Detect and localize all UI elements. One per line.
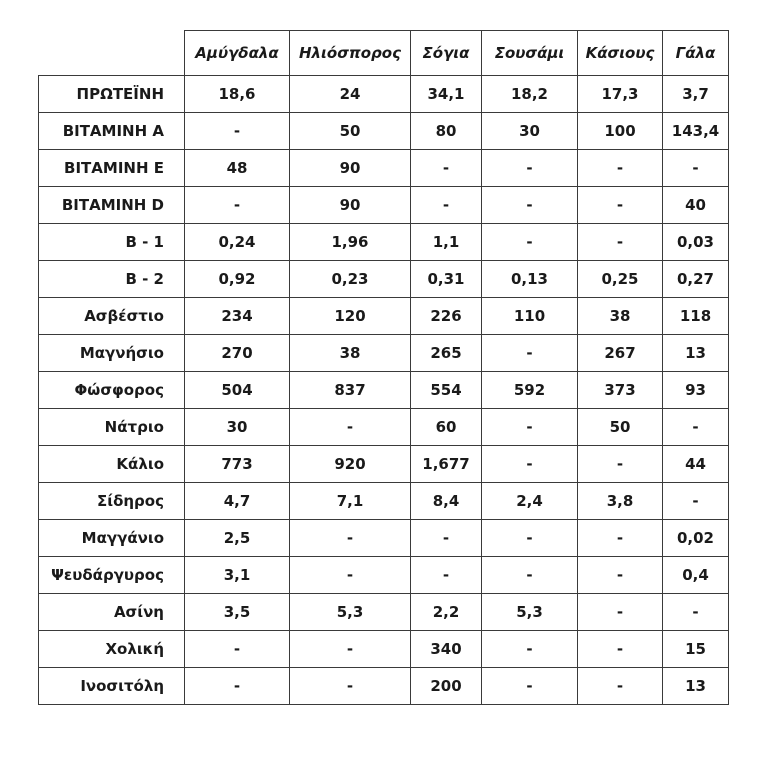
table-cell: - bbox=[482, 631, 578, 668]
table-cell: 50 bbox=[578, 409, 663, 446]
table-cell: 3,5 bbox=[185, 594, 290, 631]
table-row bbox=[39, 668, 729, 705]
table-cell: 2,4 bbox=[482, 483, 578, 520]
table-cell: 30 bbox=[185, 409, 290, 446]
table-cell: 100 bbox=[578, 113, 663, 150]
table-cell: - bbox=[290, 668, 411, 705]
table-cell: 1,677 bbox=[411, 446, 482, 483]
table-cell: 0,92 bbox=[185, 261, 290, 298]
table-cell: - bbox=[663, 409, 729, 446]
table-cell: 340 bbox=[411, 631, 482, 668]
table-cell: 504 bbox=[185, 372, 290, 409]
table-row bbox=[39, 298, 729, 335]
table-cell: - bbox=[482, 520, 578, 557]
table-cell: 1,96 bbox=[290, 224, 411, 261]
row-label: ΒΙΤΑΜΙΝΗ D bbox=[39, 187, 185, 224]
table-cell: - bbox=[482, 446, 578, 483]
column-header-sesame: Σουσάμι bbox=[482, 31, 578, 76]
table-cell: 837 bbox=[290, 372, 411, 409]
row-label: Ασίνη bbox=[39, 594, 185, 631]
row-label: Β - 2 bbox=[39, 261, 185, 298]
table-cell: - bbox=[482, 557, 578, 594]
corner-cell bbox=[39, 31, 185, 76]
table-cell: 0,4 bbox=[663, 557, 729, 594]
table-cell: 50 bbox=[290, 113, 411, 150]
row-label: Μαγγάνιο bbox=[39, 520, 185, 557]
row-label: Νάτριο bbox=[39, 409, 185, 446]
table-cell: - bbox=[578, 594, 663, 631]
table-cell: 7,1 bbox=[290, 483, 411, 520]
column-header-milk: Γάλα bbox=[663, 31, 729, 76]
table-cell: 1,1 bbox=[411, 224, 482, 261]
table-cell: 0,27 bbox=[663, 261, 729, 298]
table-cell: 267 bbox=[578, 335, 663, 372]
column-header-almonds: Αμύγδαλα bbox=[185, 31, 290, 76]
table-row bbox=[39, 335, 729, 372]
table-row bbox=[39, 594, 729, 631]
table-cell: - bbox=[663, 594, 729, 631]
table-cell: - bbox=[482, 335, 578, 372]
row-label: Ασβέστιο bbox=[39, 298, 185, 335]
table-row bbox=[39, 113, 729, 150]
table-cell: 15 bbox=[663, 631, 729, 668]
table-cell: 40 bbox=[663, 187, 729, 224]
table-cell: 554 bbox=[411, 372, 482, 409]
row-label: Φώσφορος bbox=[39, 372, 185, 409]
table-cell: 120 bbox=[290, 298, 411, 335]
table-cell: - bbox=[578, 668, 663, 705]
row-label: Κάλιο bbox=[39, 446, 185, 483]
table-row bbox=[39, 446, 729, 483]
table-cell: 773 bbox=[185, 446, 290, 483]
table-cell: - bbox=[663, 483, 729, 520]
table-row bbox=[39, 187, 729, 224]
table-cell: 34,1 bbox=[411, 76, 482, 113]
table-cell: 143,4 bbox=[663, 113, 729, 150]
table-cell: - bbox=[578, 187, 663, 224]
table-cell: - bbox=[482, 224, 578, 261]
table-row bbox=[39, 557, 729, 594]
table-cell: 38 bbox=[578, 298, 663, 335]
table-cell: - bbox=[290, 631, 411, 668]
table-cell: 2,5 bbox=[185, 520, 290, 557]
table-cell: 0,25 bbox=[578, 261, 663, 298]
table-cell: 93 bbox=[663, 372, 729, 409]
table-cell: 30 bbox=[482, 113, 578, 150]
table-cell: 0,23 bbox=[290, 261, 411, 298]
table-cell: 3,7 bbox=[663, 76, 729, 113]
table-cell: 0,31 bbox=[411, 261, 482, 298]
row-label: ΒΙΤΑΜΙΝΗ Ε bbox=[39, 150, 185, 187]
table-cell: 920 bbox=[290, 446, 411, 483]
table-cell: - bbox=[185, 187, 290, 224]
table-cell: - bbox=[578, 631, 663, 668]
table-cell: 17,3 bbox=[578, 76, 663, 113]
table-cell: 18,2 bbox=[482, 76, 578, 113]
table-cell: - bbox=[411, 557, 482, 594]
row-label: Ινοσιτόλη bbox=[39, 668, 185, 705]
table-cell: 200 bbox=[411, 668, 482, 705]
table-row bbox=[39, 150, 729, 187]
column-header-soy: Σόγια bbox=[411, 31, 482, 76]
row-label: Β - 1 bbox=[39, 224, 185, 261]
table-row bbox=[39, 409, 729, 446]
table-cell: - bbox=[411, 520, 482, 557]
table-cell: 0,24 bbox=[185, 224, 290, 261]
header-row bbox=[39, 31, 729, 76]
row-label: ΠΡΩΤΕΪΝΗ bbox=[39, 76, 185, 113]
table-cell: - bbox=[185, 631, 290, 668]
table-cell: - bbox=[578, 446, 663, 483]
table-cell: - bbox=[411, 150, 482, 187]
row-label: Μαγνήσιο bbox=[39, 335, 185, 372]
nutrient-table bbox=[38, 30, 729, 705]
table-cell: 13 bbox=[663, 335, 729, 372]
table-cell: 4,7 bbox=[185, 483, 290, 520]
table-cell: 60 bbox=[411, 409, 482, 446]
table-cell: 226 bbox=[411, 298, 482, 335]
column-header-cashews: Κάσιους bbox=[578, 31, 663, 76]
table-cell: - bbox=[663, 150, 729, 187]
table-cell: 0,13 bbox=[482, 261, 578, 298]
table-cell: 5,3 bbox=[290, 594, 411, 631]
table-cell: 90 bbox=[290, 187, 411, 224]
table-cell: 13 bbox=[663, 668, 729, 705]
table-row bbox=[39, 76, 729, 113]
table-cell: - bbox=[482, 150, 578, 187]
table-cell: 3,8 bbox=[578, 483, 663, 520]
table-cell: - bbox=[578, 520, 663, 557]
table-cell: 0,02 bbox=[663, 520, 729, 557]
table-cell: - bbox=[185, 668, 290, 705]
table-cell: - bbox=[290, 557, 411, 594]
table-cell: - bbox=[578, 150, 663, 187]
table-cell: - bbox=[411, 187, 482, 224]
table-cell: 270 bbox=[185, 335, 290, 372]
table-row bbox=[39, 261, 729, 298]
table-cell: 18,6 bbox=[185, 76, 290, 113]
table-cell: 592 bbox=[482, 372, 578, 409]
table-cell: - bbox=[290, 520, 411, 557]
row-label: Χολική bbox=[39, 631, 185, 668]
table-cell: 373 bbox=[578, 372, 663, 409]
table-cell: 265 bbox=[411, 335, 482, 372]
table-cell: 80 bbox=[411, 113, 482, 150]
table-body bbox=[39, 76, 729, 705]
table-cell: - bbox=[578, 557, 663, 594]
table-cell: 0,03 bbox=[663, 224, 729, 261]
table-cell: 5,3 bbox=[482, 594, 578, 631]
table-cell: 24 bbox=[290, 76, 411, 113]
table-cell: - bbox=[482, 187, 578, 224]
table-row bbox=[39, 224, 729, 261]
table-cell: 90 bbox=[290, 150, 411, 187]
table-cell: 234 bbox=[185, 298, 290, 335]
row-label: ΒΙΤΑΜΙΝΗ Α bbox=[39, 113, 185, 150]
table-cell: 44 bbox=[663, 446, 729, 483]
table-row bbox=[39, 520, 729, 557]
table-cell: - bbox=[482, 668, 578, 705]
row-label: Ψευδάργυρος bbox=[39, 557, 185, 594]
table-cell: 38 bbox=[290, 335, 411, 372]
table-row bbox=[39, 631, 729, 668]
table-cell: 3,1 bbox=[185, 557, 290, 594]
table-row bbox=[39, 372, 729, 409]
table-cell: 48 bbox=[185, 150, 290, 187]
column-header-sunflower-seeds: Ηλιόσπορος bbox=[290, 31, 411, 76]
table-cell: - bbox=[482, 409, 578, 446]
table-row bbox=[39, 483, 729, 520]
table-cell: 8,4 bbox=[411, 483, 482, 520]
table-cell: - bbox=[578, 224, 663, 261]
table-cell: 118 bbox=[663, 298, 729, 335]
table-cell: - bbox=[185, 113, 290, 150]
table-cell: 2,2 bbox=[411, 594, 482, 631]
table-cell: 110 bbox=[482, 298, 578, 335]
table-cell: - bbox=[290, 409, 411, 446]
row-label: Σίδηρος bbox=[39, 483, 185, 520]
